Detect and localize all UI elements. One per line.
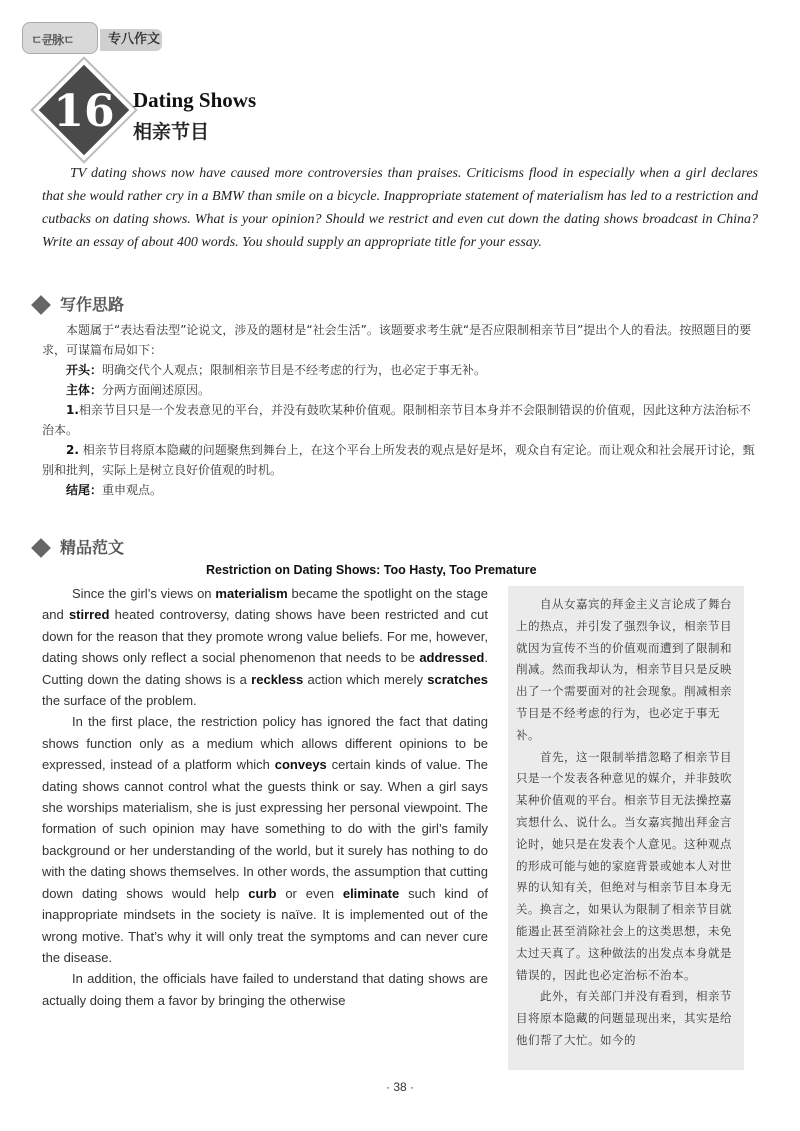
ending-text: 重申观点。 <box>102 483 163 497</box>
point2-text: 相亲节目将原本隐藏的问题聚焦到舞台上，在这个平台上所发表的观点是好是坏，观众自有定论。而让观众和社会展开讨论，甄别和批判，实际上是树立良好价值观的时机。 <box>42 443 755 477</box>
topic-title-zh: 相亲节目 <box>133 121 210 143</box>
text-run: heated controversy, dating shows have been restricted and cut down for the reason that they promote wrong value beliefs. For me, however, dating shows only reflect a social phenomenon that needs to be <box>42 607 488 666</box>
analysis-point-1 <box>42 400 758 440</box>
essay-prompt: TV dating shows now have caused more controversies than praises. Criticisms flood in especially when a girl declares that she would rather cry in a BMW than smile on a bicycle. Inappropriate statement of materialism has led to a restriction and cutbacks on dating shows. What is your opinion? Should we restrict and even cut down the dating shows broadcast in China? Write an essay of about 400 words. You should supply an appropriate title for your essay. <box>42 166 758 250</box>
section-label: 专八作文 <box>100 29 162 51</box>
point2-label: 2. <box>66 443 79 457</box>
keyword: stirred <box>68 607 110 623</box>
keyword: eliminate <box>342 885 400 901</box>
logo-text: ㄷ큔脉ㄷ <box>31 33 74 47</box>
keyword: addressed <box>419 650 485 666</box>
translation-paragraph-3: 此外，有关部门并没有看到，相亲节目将原本隐藏的问题显现出来，其实是给他们帮了大忙。如今的 <box>516 989 732 1047</box>
topic-number-badge <box>38 72 130 164</box>
page-number: · 38 · <box>385 1080 414 1094</box>
point1-label: 1. <box>66 403 79 417</box>
text-run: certain kinds of value. The dating shows cannot control what the guests think or say. When a girl says she worships materialism, she is just expressing her personal viewpoint. The formation of such opinion may have something to do with the girl’s family background or her understanding of the world, but it surely has nothing to do with the dating shows themselves. In other words, the assumption that cutting down dating shows would help <box>42 757 489 901</box>
analysis-body <box>42 380 758 400</box>
writing-ideas-body <box>42 320 758 500</box>
body-label: 主体： <box>66 383 103 397</box>
keyword: curb <box>248 885 277 901</box>
text-run: or even <box>276 885 343 901</box>
opening-label: 开头： <box>66 363 103 377</box>
translation-paragraph-1: 自从女嘉宾的拜金主义言论成了舞台上的热点，并引发了强烈争议，相亲节目就因为宣传不当的价值观而遭到了限制和削减。然而我却认为，相亲节目只是反映出了一个需要面对的社会现象。削减相亲节目是不经考虑的行为，也必定于事无补。 <box>516 597 732 742</box>
topic-number: 16 <box>53 86 115 137</box>
text-run: the surface of the problem. <box>42 693 197 709</box>
analysis-opening <box>42 360 758 380</box>
sample-essay-title-label: 精品范文 <box>60 538 125 557</box>
text-run: such kind of inappropriate mindsets in the society is naïve. It is implemented out of the wrong motive. That’s why it will only treat the symptoms and can never cure the disease. <box>42 885 488 965</box>
diamond-bullet-icon <box>31 538 51 558</box>
topic-title-en: Dating Shows <box>133 88 257 112</box>
text-run: . Cutting down the dating shows is a <box>42 650 488 687</box>
body-text: 分两方面阐述原因。 <box>102 383 211 397</box>
essay-body <box>42 583 488 1011</box>
keyword: conveys <box>274 757 327 773</box>
opening-text: 明确交代个人观点；限制相亲节目是不经考虑的行为，也必定于事无补。 <box>102 363 487 377</box>
keyword: reckless <box>251 671 304 687</box>
essay-paragraph-1 <box>42 583 488 711</box>
diamond-bullet-icon <box>31 295 51 315</box>
ending-label: 结尾： <box>66 483 103 497</box>
translation-paragraph-2: 首先，这一限制举措忽略了相亲节目只是一个发表各种意见的媒介，并非鼓吹某种价值观的平台。相亲节目无法操控嘉宾想什么、说什么。当女嘉宾抛出拜金言论时，她只是在发表个人意见。这种观点的形成可能与她的家庭背景或她本人对世界的认知有关，但绝对与相亲节目本身无关。换言之，如果认为限制了相亲节目就能遏止甚至消除社会上的这类思想，未免太过天真了。这种做法的出发点本身就是错误的，因此也必定治标不治本。 <box>516 749 732 982</box>
analysis-ending <box>42 480 758 500</box>
essay-paragraph-3: In addition, the officials have failed to understand that dating shows are actually doing them a favor by bringing the otherwise <box>42 971 488 1008</box>
point1-text: 相亲节目只是一个发表意见的平台，并没有鼓吹某种价值观。限制相亲节目本身并不会限制错误的价值观，因此这种方法治标不治本。 <box>42 403 751 437</box>
keyword: materialism <box>215 586 288 601</box>
translation-box <box>508 586 744 1070</box>
writing-ideas-title: 写作思路 <box>60 295 125 314</box>
header-tag <box>22 22 161 54</box>
text-run: action which merely <box>303 671 428 687</box>
analysis-intro: 本题属于“表达看法型”论说文，涉及的题材是“社会生活”。该题要求考生就“是否应限制相亲节目”提出个人的看法。按照题目的要求，可谋篇布局如下： <box>42 323 752 357</box>
essay-paragraph-2 <box>42 711 488 968</box>
text-run: Since the girl’s views on <box>72 586 216 601</box>
keyword: scratches <box>427 671 488 687</box>
essay-title: Restriction on Dating Shows: Too Hasty, Too Premature <box>206 563 537 577</box>
text-run: In the first place, the restriction policy has ignored the fact that dating shows function only as a medium which allows different opinions to be expressed, instead of a platform which <box>42 714 488 773</box>
publisher-logo <box>22 22 98 54</box>
analysis-point-2 <box>42 440 758 480</box>
text-run: became the spotlight on the stage and <box>42 586 489 623</box>
